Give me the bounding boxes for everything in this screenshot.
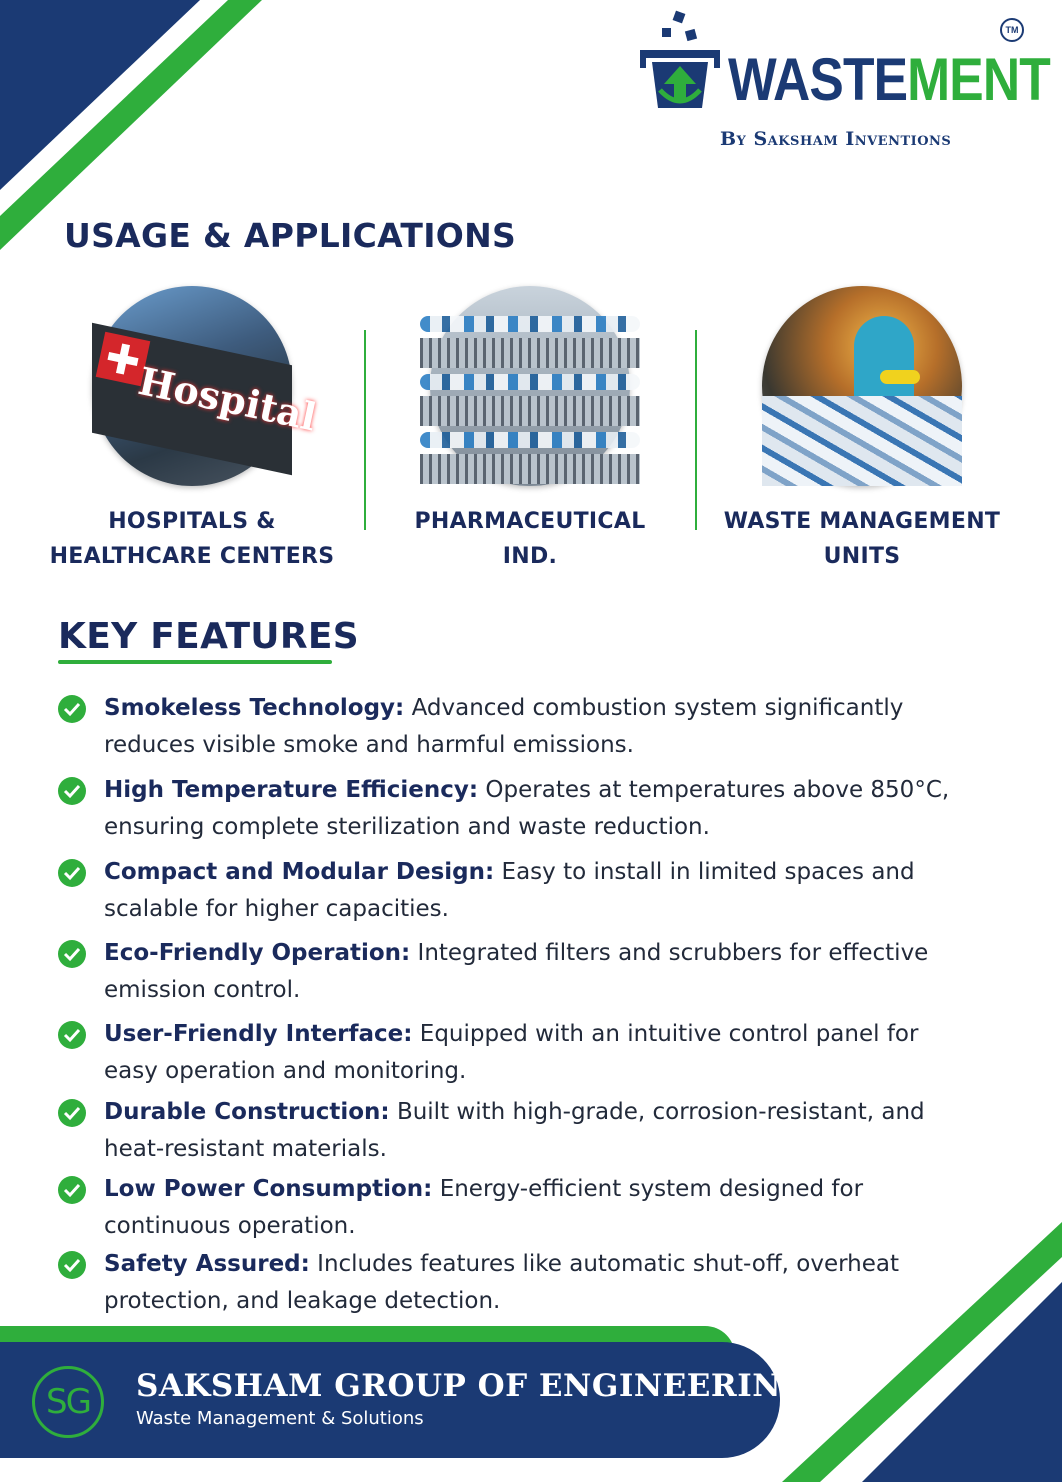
- check-circle-icon: [58, 695, 86, 723]
- feature-description: Energy-efficient system designed for continuous operation.: [104, 1176, 864, 1239]
- title-underline: [58, 660, 332, 664]
- brand-wordmark: [728, 46, 1050, 113]
- check-circle-icon: [58, 777, 86, 805]
- feature-description: Integrated filters and scrubbers for effective emission control.: [104, 940, 929, 1003]
- hospital-sign-text: Hospital: [134, 358, 321, 440]
- check-circle-icon: [58, 1099, 86, 1127]
- feature-name: Compact and Modular Design:: [104, 859, 495, 885]
- feature-description: Equipped with an intuitive control panel for easy operation and monitoring.: [104, 1021, 919, 1084]
- hospital-photo: [92, 286, 321, 486]
- pharmaceutical-photo: [430, 286, 630, 486]
- trademark-badge: TM: [1000, 18, 1024, 42]
- feature-name: Safety Assured:: [104, 1251, 310, 1277]
- feature-description: Operates at temperatures above 850°C, ensuring complete sterilization and waste reduction.: [104, 777, 950, 840]
- check-circle-icon: [58, 1251, 86, 1279]
- application-waste-management: [712, 286, 1012, 574]
- check-circle-icon: [58, 1021, 86, 1049]
- usage-section-title: USAGE & APPLICATIONS: [64, 216, 517, 255]
- brand-tagline: By Saksham Inventions: [720, 128, 952, 150]
- feature-name: Eco-Friendly Operation:: [104, 940, 411, 966]
- feature-name: User-Friendly Interface:: [104, 1021, 413, 1047]
- company-subtitle: Waste Management & Solutions: [136, 1408, 424, 1429]
- company-logo: SG: [32, 1366, 104, 1438]
- application-pharmaceutical: [380, 286, 680, 574]
- check-circle-icon: [58, 940, 86, 968]
- feature-name: Smokeless Technology:: [104, 695, 405, 721]
- application-label: HOSPITALS & HEALTHCARE CENTERS: [49, 509, 335, 569]
- feature-name: Low Power Consumption:: [104, 1176, 433, 1202]
- application-label: WASTE MANAGEMENT UNITS: [723, 509, 1001, 569]
- brand-name-part1: WASTE: [728, 46, 908, 113]
- waste-management-photo: [762, 286, 962, 486]
- key-features-title: KEY FEATURES: [58, 616, 359, 657]
- feature-description: Easy to install in limited spaces and scalable for higher capacities.: [104, 859, 915, 922]
- check-circle-icon: [58, 1176, 86, 1204]
- feature-description: Built with high-grade, corrosion-resistant, and heat-resistant materials.: [104, 1099, 925, 1162]
- feature-name: Durable Construction:: [104, 1099, 390, 1125]
- company-name: SAKSHAM GROUP OF ENGINEERING: [136, 1368, 809, 1404]
- waste-bin-icon: [640, 12, 720, 122]
- divider: [364, 330, 366, 530]
- application-hospitals: [42, 286, 342, 574]
- application-label: PHARMACEUTICAL IND.: [414, 509, 646, 569]
- brand-logo: [640, 12, 1050, 162]
- brand-name-part2: MENT: [907, 46, 1050, 113]
- check-circle-icon: [58, 859, 86, 887]
- feature-name: High Temperature Efficiency:: [104, 777, 479, 803]
- feature-description: Includes features like automatic shut-off, overheat protection, and leakage detection.: [104, 1251, 900, 1314]
- feature-description: Advanced combustion system significantly reduces visible smoke and harmful emissions.: [104, 695, 904, 758]
- divider: [695, 330, 697, 530]
